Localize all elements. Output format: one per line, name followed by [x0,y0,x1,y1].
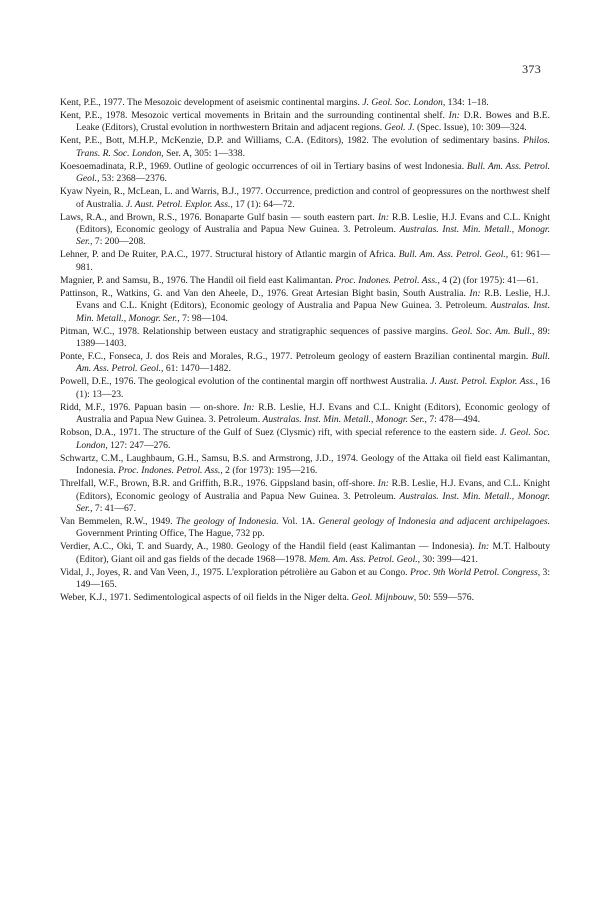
reference-italic-segment: General geology of Indonesia and adjacent archipelagoes. [318,515,550,527]
reference-italic-segment: Geol. Soc. Am. Bull. [451,325,533,337]
reference-text-segment: , 2 (for 1973): 195—216. [220,465,318,477]
reference-text-segment: (Spec. Issue), 10: 309—324. [414,122,527,134]
reference-entry-threlfall-1976 [60,478,550,515]
reference-entry-pattinson-1976 [60,288,550,325]
reference-entry-kent-1978 [60,110,550,135]
reference-text-segment: R.B. Leslie, H.J. Evans and C.L. Knight (Editors), Economic geology of Australia and Papua New Guinea. 3. Petroleum. [76,401,551,426]
reference-text-segment: Van Bemmelen, R.W., 1949. [60,515,176,527]
reference-text-segment: Lehner, P. and De Ruiter, P.A.C., 1977. Structural history of Atlantic margin of Africa. [60,249,399,261]
reference-text-segment: Robson, D.A., 1971. The structure of the Gulf of Suez (Clysmic) rift, with special reference to the eastern side. [60,427,500,439]
reference-text-segment: Kent, P.E., 1978. Mesozoic vertical movements in Britain and the surrounding continental shelf. [60,110,449,121]
reference-entry-powell-1976 [60,376,550,401]
reference-text-segment: Weber, K.J., 1971. Sedimentological aspects of oil fields in the Niger delta. [60,592,352,604]
reference-entry-koesoemadinata-1969 [60,161,550,186]
reference-italic-segment: Australas. Inst. Min. Metall., Monogr. Ser. [76,490,550,514]
reference-italic-segment: Proc. Indones. Petrol. Ass. [118,465,221,477]
reference-text-segment: , 17 (1): 64—72. [230,198,295,210]
reference-text-segment: , 3: 149—165. [76,566,551,591]
reference-text-segment: Verdier, A.C., Oki, T. and Suardy, A., 1980. Geology of the Handil field (east Kalimantan — Indonesia). [60,541,479,553]
reference-text-segment: , 30: 399—421. [417,553,478,565]
reference-italic-segment: Australas. Inst. Min. Metall., Monogr. Ser. [76,224,550,248]
reference-italic-segment: The geology of Indonesia. [175,515,279,527]
reference-text-segment: Ponte, F.C., Fonseca, J. dos Reis and Morales, R.G., 1977. Petroleum geology of eastern Brazilian continental margin. [60,351,532,363]
reference-italic-segment: In: [469,287,481,299]
reference-list [60,97,550,605]
reference-italic-segment: In: [377,211,390,223]
reference-entry-van-bemmelen-1949 [60,516,550,541]
reference-text-segment: R.B. Leslie, H.J. Evans and C.L. Knight (Editors), Economic geology of Australia and Papua New Guinea. 3. Petroleum. [76,211,550,236]
reference-text-segment: Laws, R.A., and Brown, R.S., 1976. Bonaparte Gulf basin — south eastern part. [60,211,378,223]
reference-text-segment: , 7: 200—208. [90,236,146,248]
reference-entry-magnier-1976 [60,275,550,287]
reference-text-segment: , 50: 559—576. [413,592,474,604]
reference-text-segment: , 134: 1–18. [442,97,489,108]
reference-text-segment: R.B. Leslie, H.J. Evans and C.L. Knight (Editors), Economic geology of Australia and Papua New Guinea. 3. Petroleum. [76,287,550,312]
reference-text-segment: , 7: 478—494. [424,414,480,426]
reference-text-segment: Kent, P.E., 1977. The Mesozoic development of aseismic continental margins. [60,97,363,108]
reference-text-segment: , Ser. A, 305: 1—338. [161,147,245,159]
reference-text-segment: , 16 (1): 13—23. [76,376,550,400]
reference-italic-segment: J. Geol. Soc. London [76,427,550,451]
reference-text-segment: , 89: 1389—1403. [76,325,550,350]
reference-text-segment: , 4 (2) (for 1975): 41—61. [437,274,539,286]
reference-italic-segment: In: [377,478,389,490]
reference-entry-schwartz-1974 [60,453,550,478]
reference-entry-ponte-1977 [60,351,550,376]
reference-text-segment: , 7: 98—104. [177,312,228,324]
reference-italic-segment: Bull. Am. Ass. Petrol. Geol. [76,351,550,375]
reference-entry-laws-1976 [60,212,550,249]
reference-text-segment: Magnier, P. and Samsu, B., 1976. The Handil oil field east Kalimantan. [60,274,336,286]
reference-entry-vidal-1975 [60,567,550,592]
reference-italic-segment: Geol. Mijnbouw [351,592,414,604]
reference-italic-segment: Proc. Indones. Petrol. Ass. [335,274,438,286]
reference-text-segment: Government Printing Office, The Hague, 732 pp. [76,528,265,540]
reference-text-segment: Threlfall, W.F., Brown, B.R. and Griffith, B.R., 1976. Gippsland basin, off-shore. [60,478,378,490]
reference-text-segment: Koesoemadinata, R.P., 1969. Outline of geologic occurrences of oil in Tertiary basins of west Indonesia. [60,160,467,172]
reference-entry-robson-1971 [60,427,550,452]
reference-entry-pitman-1978 [60,326,550,351]
reference-text-segment: Ridd, M.F., 1976. Papuan basin — on-shore. [60,401,244,413]
reference-text-segment: , 127: 247—276. [105,439,171,451]
reference-text-segment: , 61: 961—981. [76,249,550,273]
reference-text-segment: , 61: 1470—1482. [161,363,231,375]
reference-text-segment: Kent, P.E., Bott, M.H.P., McKenzie, D.P. and Williams, C.A. (Editors), 1982. The evolution of sedimentary basins. [60,135,524,147]
reference-italic-segment: Bull. Am. Ass. Petrol. Geol. [76,160,551,185]
reference-text-segment: Powell, D.E., 1976. The geological evolution of the continental margin off northwest Australia. [60,376,431,388]
reference-text-segment: Vidal, J., Joyes, R. and Van Veen, J., 1975. L'exploration pétrolière au Gabon et au Congo. [60,566,410,578]
reference-text-segment: Schwartz, C.M., Laughbaum, G.H., Samsu, B.S. and Armstrong, J.D., 1974. Geology of the Attaka oil field east Kalimantan, Indonesia. [60,452,550,477]
reference-text-segment: , 7: 41—67. [90,502,136,514]
reference-italic-segment: Proc. 9th World Petrol. Congress [409,566,538,578]
reference-text-segment: D.R. Bowes and B.E. Leake (Editors), Crustal evolution in northwestern Britain and adjacent regions. [76,110,550,134]
reference-entry-weber-1971 [60,592,550,604]
reference-text-segment: Pitman, W.C., 1978. Relationship between eustacy and stratigraphic sequences of passive margins. [60,325,452,337]
reference-text-segment: Vol. 1A. [278,515,319,527]
reference-entry-kent-1977 [60,97,550,109]
reference-text-segment: , 53: 2368—2376. [97,173,167,185]
reference-entry-ridd-1976 [60,402,550,427]
page-number: 373 [522,62,541,76]
reference-italic-segment: Australas. Inst. Min. Metall., Monogr. Ser. [262,414,425,426]
reference-italic-segment: J. Aust. Petrol. Explor. Ass. [430,376,536,388]
reference-italic-segment: Mem. Am. Ass. Petrol. Geol. [308,553,418,565]
reference-italic-segment: Australas. Inst. Min. Metall., Monogr. Ser. [76,300,550,324]
reference-italic-segment: Philos. Trans. R. Soc. London [76,135,550,159]
reference-entry-verdier-1980 [60,541,550,566]
reference-text-segment: Pattinson, R., Watkins, G. and Van den Aheele, D., 1976. Great Artesian Bight basin, South Australia. [60,287,470,299]
reference-italic-segment: In: [243,401,255,413]
reference-entry-kyaw-nyein-1977 [60,186,550,211]
reference-italic-segment: J. Aust. Petrol. Explor. Ass. [125,198,231,210]
reference-italic-segment: Geol. J. [384,122,415,134]
reference-entry-kent-1982 [60,135,550,160]
reference-italic-segment: In: [478,541,490,553]
reference-italic-segment: J. Geol. Soc. London [362,97,443,108]
reference-italic-segment: In: [448,110,460,121]
reference-text-segment: M.T. Halbouty (Editor), Giant oil and gas fields of the decade 1968—1978. [76,541,550,565]
reference-italic-segment: Bull. Am. Ass. Petrol. Geol. [398,249,506,261]
reference-entry-lehner-1977 [60,249,550,274]
reference-text-segment: R.B. Leslie, H.J. Evans, and C.L. Knight (Editors), Economic geology of Australia and Papua New Guinea. 3. Petroleum. [76,478,550,502]
reference-text-segment: Kyaw Nyein, R., McLean, L. and Warris, B.J., 1977. Occurrence, prediction and control of geopressures on the northwest shelf of Australia. [60,186,550,210]
